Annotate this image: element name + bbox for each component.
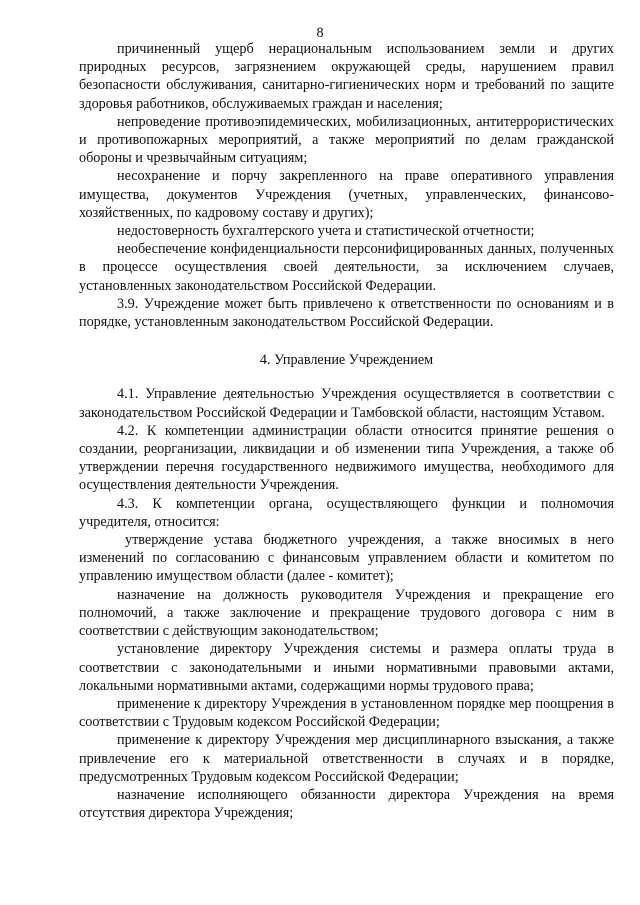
paragraph-4-2: 4.2. К компетенции администрации области относится принятие решения о создании, реорганизации, ликвидации и об изменении типа Учреждения, а также об утверждении перечня государственного недвижимого имущества, необходимого для осуществления деятельности Учреждения. [79,422,614,494]
paragraph-incentives: применение к директору Учреждения в установленном порядке мер поощрения в соответствии с Трудовым кодексом Российской Федерации; [79,695,614,731]
paragraph-charter: утверждение устава бюджетного учреждения, а также вносимых в него изменений по согласованию с финансовым управлением области и комитетом по управлению имуществом области (далее - комитет); [79,532,614,585]
paragraph-confidentiality: необеспечение конфиденциальности персонифицированных данных, полученных в процессе осуществления своей деятельности, за исключением случаев, установленных законодательством Российской Федерации. [79,241,614,294]
paragraph-property: несохранение и порчу закрепленного на праве оперативного управления имущества, документов Учреждения (учетных, управленческих, финансово-хозяйственных, по кадровому составу и других); [79,168,614,221]
paragraph-discipline: применение к директору Учреждения мер дисциплинарного взыскания, а также привлечение его к материальной ответственности в случаях и в порядке, предусмотренных Трудовым кодексом Российской Федерации; [79,732,614,785]
paragraph-appointment: назначение на должность руководителя Учреждения и прекращение его полномочий, а также заключение и прекращение трудового договора с ним в соответствии с действующим законодательством; [79,586,614,640]
section-heading: 4. Управление Учреждением [259,352,434,369]
paragraph-4-3: 4.3. К компетенции органа, осуществляющего функции и полномочия учредителя, относится: [79,495,614,530]
paragraph-accounting: недостоверность бухгалтерского учета и статистической отчетности; [117,223,535,240]
page-number: 8 [316,25,324,41]
paragraph-non-conduct: непроведение противоэпидемических, мобилизационных, антитеррористических и противопожарных мероприятий, а также мероприятий по делам гражданской обороны и чрезвычайным ситуациям; [79,113,614,167]
paragraph-3-9: 3.9. Учреждение может быть привлечено к ответственности по основаниям и в порядке, установленным законодательством Российской Федерации. [79,295,614,331]
paragraph-damage: причиненный ущерб нерациональным использованием земли и других природных ресурсов, загрязнением окружающей среды, нарушением правил безопасности обслуживания, санитарно-гигиенических норм и требований по защите здоровья работников, обслуживаемых граждан и населения; [79,41,614,112]
paragraph-acting-director: назначение исполняющего обязанности директора Учреждения на время отсутствия директора Учреждения; [79,786,614,822]
document-body [79,40,614,822]
paragraph-salary: установление директору Учреждения системы и размера оплаты труда в соответствии с законодательными и иными нормативными правовыми актами, локальными нормативными актами, содержащими нормы трудового права; [79,641,614,694]
paragraph-4-1: 4.1. Управление деятельностью Учреждения осуществляется в соответствии с законодательством Российской Федерации и Тамбовской области, настоящим Уставом. [79,386,614,421]
